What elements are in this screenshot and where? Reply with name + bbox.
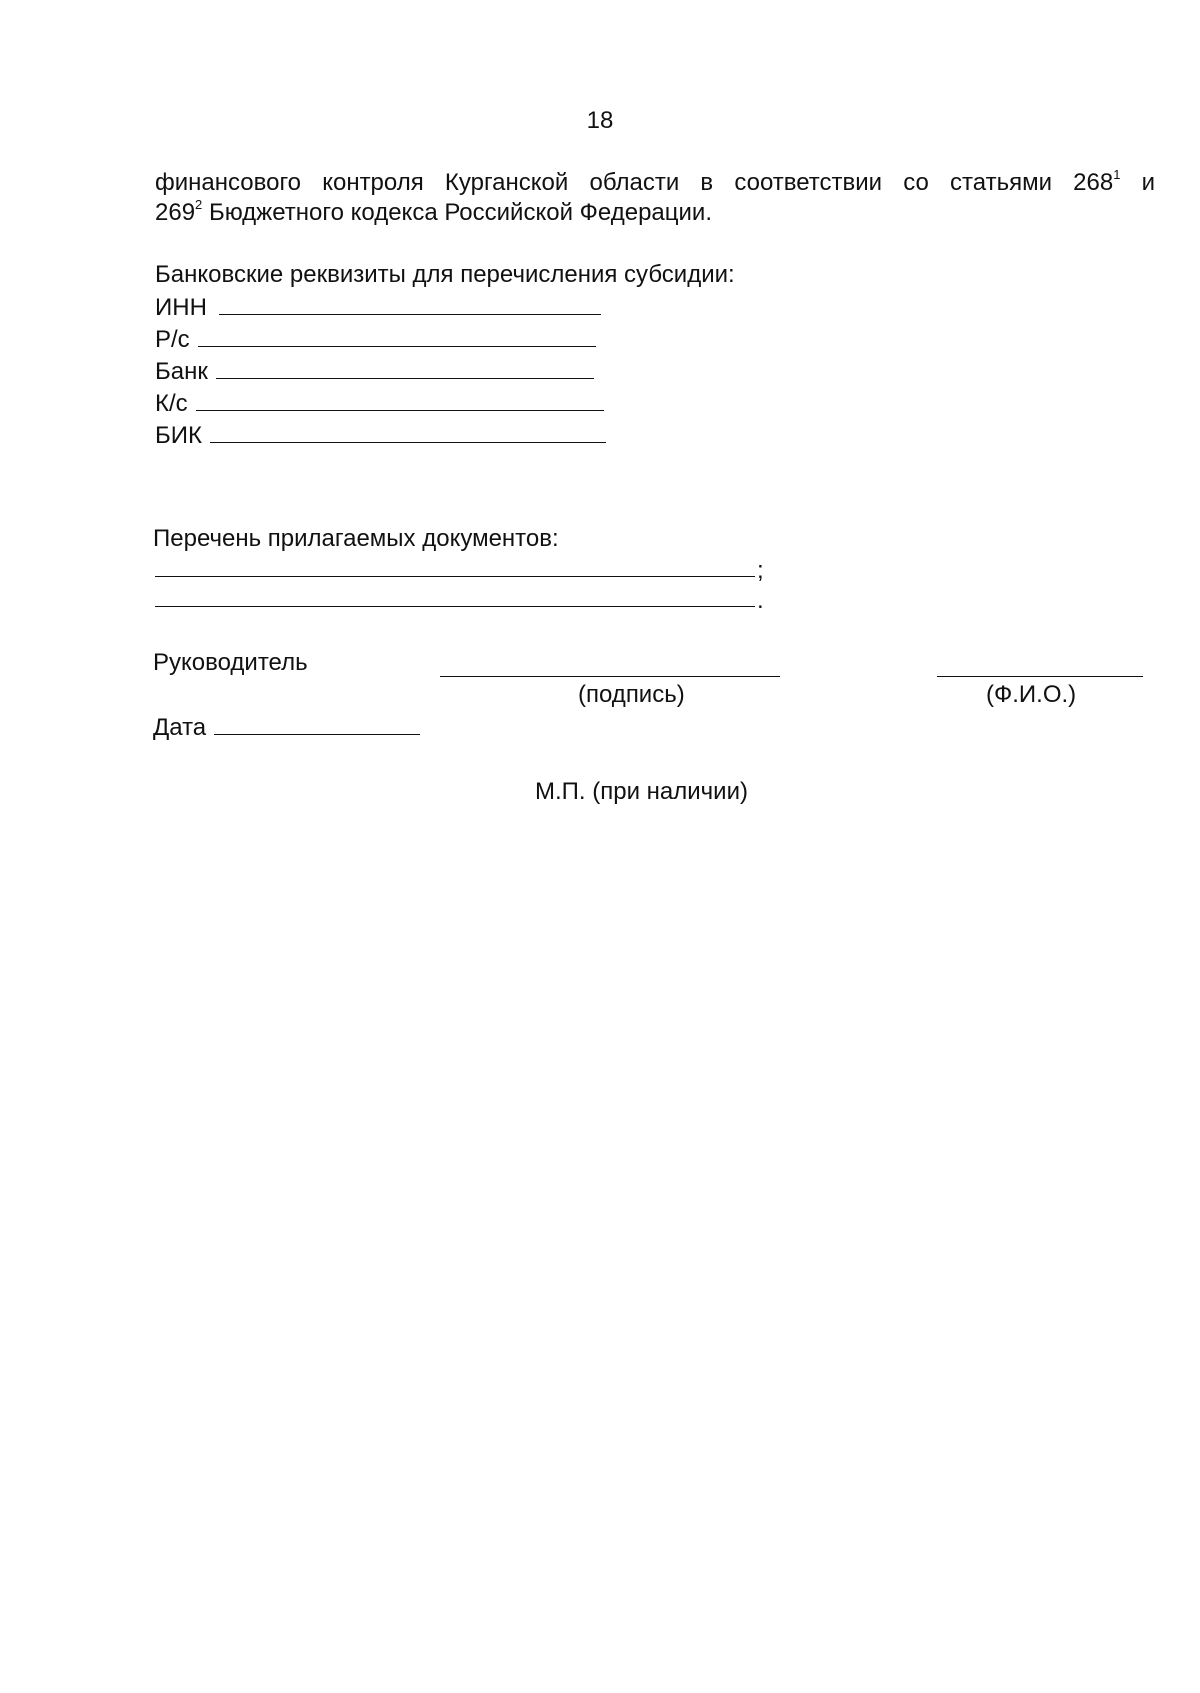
field-bik-label: БИК [155, 422, 202, 449]
page-number: 18 [586, 107, 614, 134]
paragraph-line-2-text: 269 [155, 199, 196, 226]
paragraph-line-1 [155, 168, 1155, 198]
field-corr-account [155, 388, 604, 419]
role-label: Руководитель [153, 649, 308, 676]
documents-line-2-end: . [757, 587, 764, 614]
field-corr-account-label: К/с [155, 390, 188, 417]
paragraph-line-2 [155, 198, 1155, 228]
field-inn [155, 292, 601, 323]
documents-heading: Перечень прилагаемых документов: [153, 525, 559, 552]
field-inn-label: ИНН [155, 294, 207, 321]
field-corr-account-blank[interactable] [196, 388, 604, 411]
signature-caption: (подпись) [578, 681, 685, 708]
date-label: Дата [153, 714, 207, 741]
paragraph-line-1-tail: и [1120, 169, 1155, 196]
field-bank [155, 356, 594, 387]
date-row [153, 712, 420, 743]
field-bik [155, 420, 606, 451]
name-caption: (Ф.И.О.) [986, 681, 1077, 708]
field-bank-label: Банк [155, 358, 208, 385]
stamp-note: М.П. (при наличии) [535, 778, 748, 805]
intro-paragraph [155, 168, 1155, 228]
field-bank-blank[interactable] [216, 356, 594, 379]
paragraph-line-2-tail: Бюджетного кодекса Российской Федерации. [202, 199, 712, 226]
signature-line[interactable] [440, 652, 780, 677]
bank-heading: Банковские реквизиты для перечисления субсидии: [155, 261, 735, 288]
paragraph-line-1-text: финансового контроля Курганской области в соответствии со статьями 268 [155, 169, 1114, 196]
field-account-label: Р/с [155, 326, 190, 353]
footnote-mark-2: 2 [195, 197, 203, 212]
documents-line-2[interactable] [155, 582, 755, 607]
field-bik-blank[interactable] [210, 420, 606, 443]
field-inn-blank[interactable] [219, 292, 601, 315]
footnote-mark-1: 1 [1113, 167, 1121, 182]
field-account-blank[interactable] [198, 324, 596, 347]
field-account [155, 324, 596, 355]
name-line[interactable] [937, 652, 1143, 677]
date-blank[interactable] [214, 712, 420, 735]
documents-line-1[interactable] [155, 552, 755, 577]
documents-line-1-end: ; [757, 557, 764, 584]
